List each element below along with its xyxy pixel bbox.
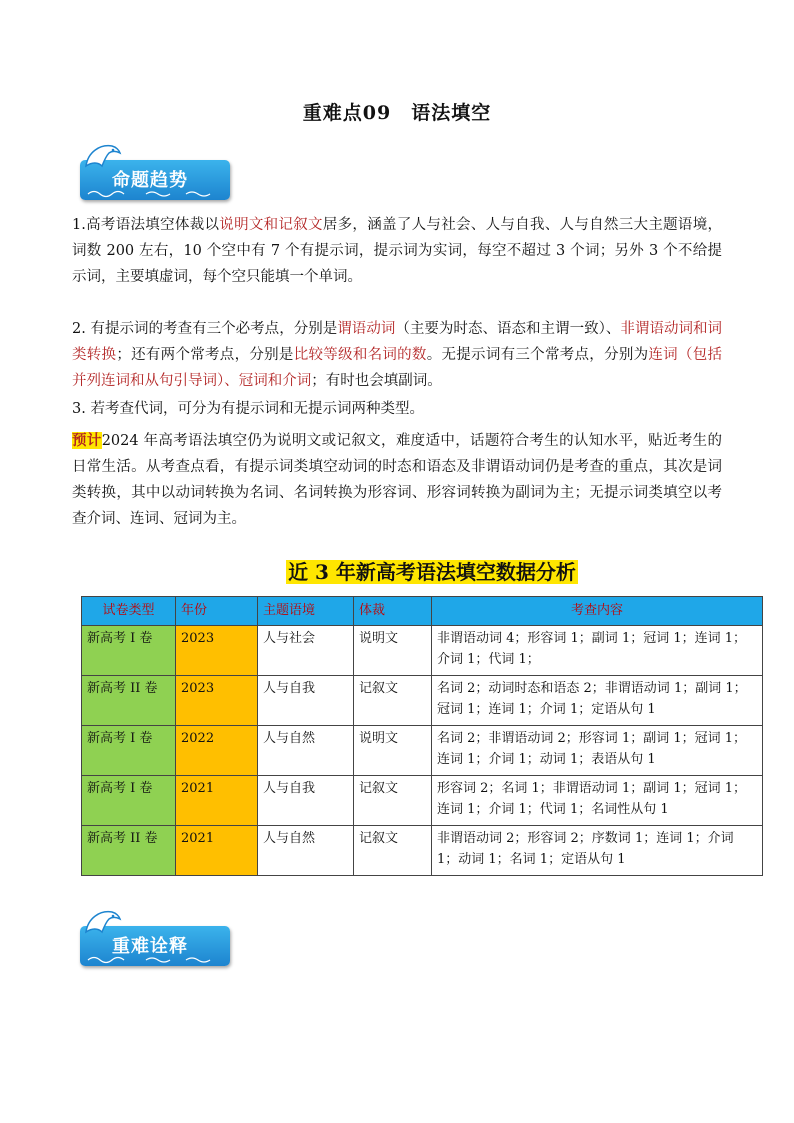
badge-label: 重难诠释 xyxy=(112,936,188,957)
table-row xyxy=(82,626,763,676)
column-header: 考查内容 xyxy=(432,597,763,626)
column-header: 试卷类型 xyxy=(82,597,176,626)
emphasis-text: 非谓语动词和词类转换 xyxy=(72,321,723,363)
year-cell: 2023 xyxy=(176,626,258,676)
page-title: 重难点09 语法填空 xyxy=(302,102,492,124)
year-cell: 2021 xyxy=(176,776,258,826)
emphasis-text: 谓语动词 xyxy=(337,321,396,337)
theme-cell: 人与自然 xyxy=(258,726,354,776)
year-cell: 2022 xyxy=(176,726,258,776)
genre-cell: 记叙文 xyxy=(354,676,432,726)
theme-cell: 人与自我 xyxy=(258,776,354,826)
table-title: 近 3 年新高考语法填空数据分析 xyxy=(288,560,576,584)
year-cell: 2021 xyxy=(176,826,258,876)
emphasis-text: 比较等级和名词的数 xyxy=(293,347,427,363)
paper-type-cell: 新高考 I 卷 xyxy=(82,726,176,776)
genre-cell: 说明文 xyxy=(354,626,432,676)
table-row xyxy=(82,776,763,826)
content-cell: 名词 2；动词时态和语态 2；非谓语动词 1；副词 1；冠词 1；连词 1；介词 1；定语从句 1 xyxy=(432,676,763,726)
genre-cell: 记叙文 xyxy=(354,826,432,876)
emphasis-text: 说明文和记叙文 xyxy=(219,217,323,233)
theme-cell: 人与社会 xyxy=(258,626,354,676)
column-header: 体裁 xyxy=(354,597,432,626)
column-header: 主题语境 xyxy=(258,597,354,626)
paragraph-4: 预计2024 年高考语法填空仍为说明文或记叙文，难度适中，话题符合考生的认知水平，贴近考生的日常生活。从考查点看，有提示词类填空动词的时态和语态及非谓语动词仍是考查的重点，其次是词类转换，其中以动词转换为名词、名词转换为形容词、形容词转换为副词为主；无提示词类填空以考查介词、连词、冠词为主。 xyxy=(72,432,722,527)
table-row xyxy=(82,676,763,726)
data-table xyxy=(81,596,763,876)
paragraph-2: 2. 有提示词的考查有三个必考点，分别是谓语动词（主要为时态、语态和主谓一致）、非谓语动词和词类转换；还有两个常考点，分别是比较等级和名词的数。无提示词有三个常考点，分别为连词（包括并列连词和从句引导词）、冠词和介词；有时也会填副词。 xyxy=(72,321,723,389)
paper-type-cell: 新高考 II 卷 xyxy=(82,676,176,726)
theme-cell: 人与自然 xyxy=(258,826,354,876)
content-cell: 非谓语动词 4；形容词 1；副词 1；冠词 1；连词 1；介词 1；代词 1； xyxy=(432,626,763,676)
table-row xyxy=(82,726,763,776)
year-cell: 2023 xyxy=(176,676,258,726)
column-header: 年份 xyxy=(176,597,258,626)
paper-type-cell: 新高考 I 卷 xyxy=(82,776,176,826)
paper-type-cell: 新高考 II 卷 xyxy=(82,826,176,876)
paragraph-1: 1.高考语法填空体裁以说明文和记叙文居多，涵盖了人与社会、人与自我、人与自然三大主题语境，词数 200 左右，10 个空中有 7 个有提示词，提示词为实词，每空不超过 3 个词；另外 3 个不给提示词，主要填虚词，每个空只能填一个单词。 xyxy=(72,217,722,285)
section-badge-trend xyxy=(80,152,232,200)
genre-cell: 说明文 xyxy=(354,726,432,776)
paragraph-3: 3. 若考查代词，可分为有提示词和无提示词两种类型。 xyxy=(72,401,424,417)
table-row xyxy=(82,826,763,876)
genre-cell: 记叙文 xyxy=(354,776,432,826)
badge-label: 命题趋势 xyxy=(112,170,188,191)
theme-cell: 人与自我 xyxy=(258,676,354,726)
table-header-row xyxy=(82,597,763,626)
content-cell: 形容词 2；名词 1；非谓语动词 1；副词 1；冠词 1；连词 1；介词 1；代词 1；名词性从句 1 xyxy=(432,776,763,826)
forecast-label: 预计 xyxy=(72,432,102,449)
content-cell: 非谓语动词 2；形容词 2；序数词 1；连词 1；介词 1；动词 1；名词 1；定语从句 1 xyxy=(432,826,763,876)
emphasis-text: 连词（包括并列连词和从句引导词）、冠词和介词 xyxy=(72,347,723,389)
section-badge-explain xyxy=(80,918,232,966)
content-cell: 名词 2；非谓语动词 2；形容词 1；副词 1；冠词 1；连词 1；介词 1；动词 1；表语从句 1 xyxy=(432,726,763,776)
paper-type-cell: 新高考 I 卷 xyxy=(82,626,176,676)
